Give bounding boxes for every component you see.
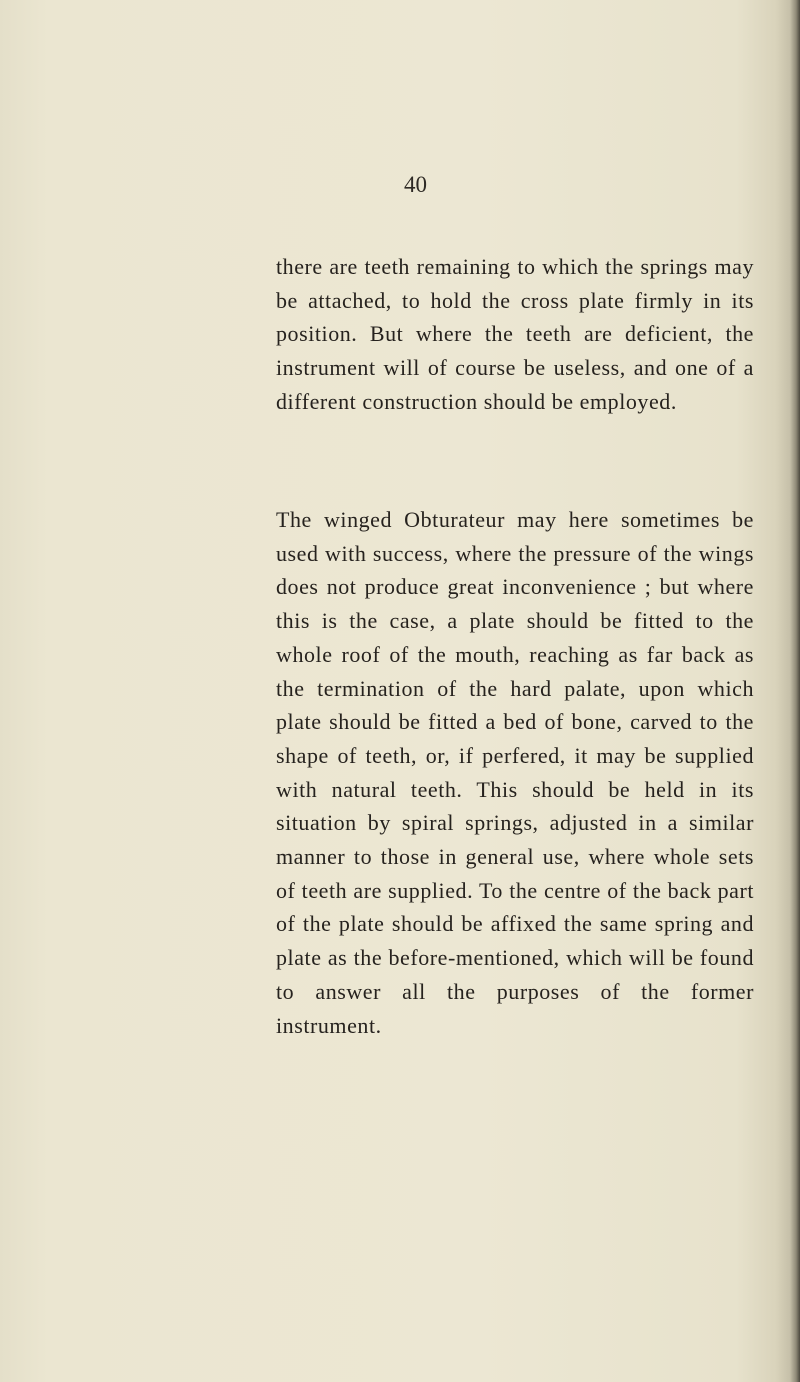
paragraph-2: The winged Obturateur may here sometimes be used with success, where the pressure of the wings does not produce great inconvenience ; but where this is the case, a plate should be fitted to the whole roof of the mouth, reaching as far back as the termination of the hard palate, upon which plate should be fitted a bed of bone, carved to the shape of teeth, or, if perfered, it may be supplied with natural teeth. This should be held in its situation by spiral springs, adjusted in a similar manner to those in general use, where whole sets of teeth are supplied. To the centre of the back part of the plate should be affixed the same spring and plate as the before-mentioned, which will be found to answer all the purposes of the former instrument. [276, 507, 754, 1038]
page-edge-shadow [790, 0, 800, 1382]
page-number: 40 [404, 172, 427, 197]
paragraph-1: there are teeth remaining to which the springs may be attached, to hold the cross plate firmly in its position. But where the teeth are deficient, the instrument will of course be useless, and one of a different construction should be employed. [276, 254, 754, 414]
